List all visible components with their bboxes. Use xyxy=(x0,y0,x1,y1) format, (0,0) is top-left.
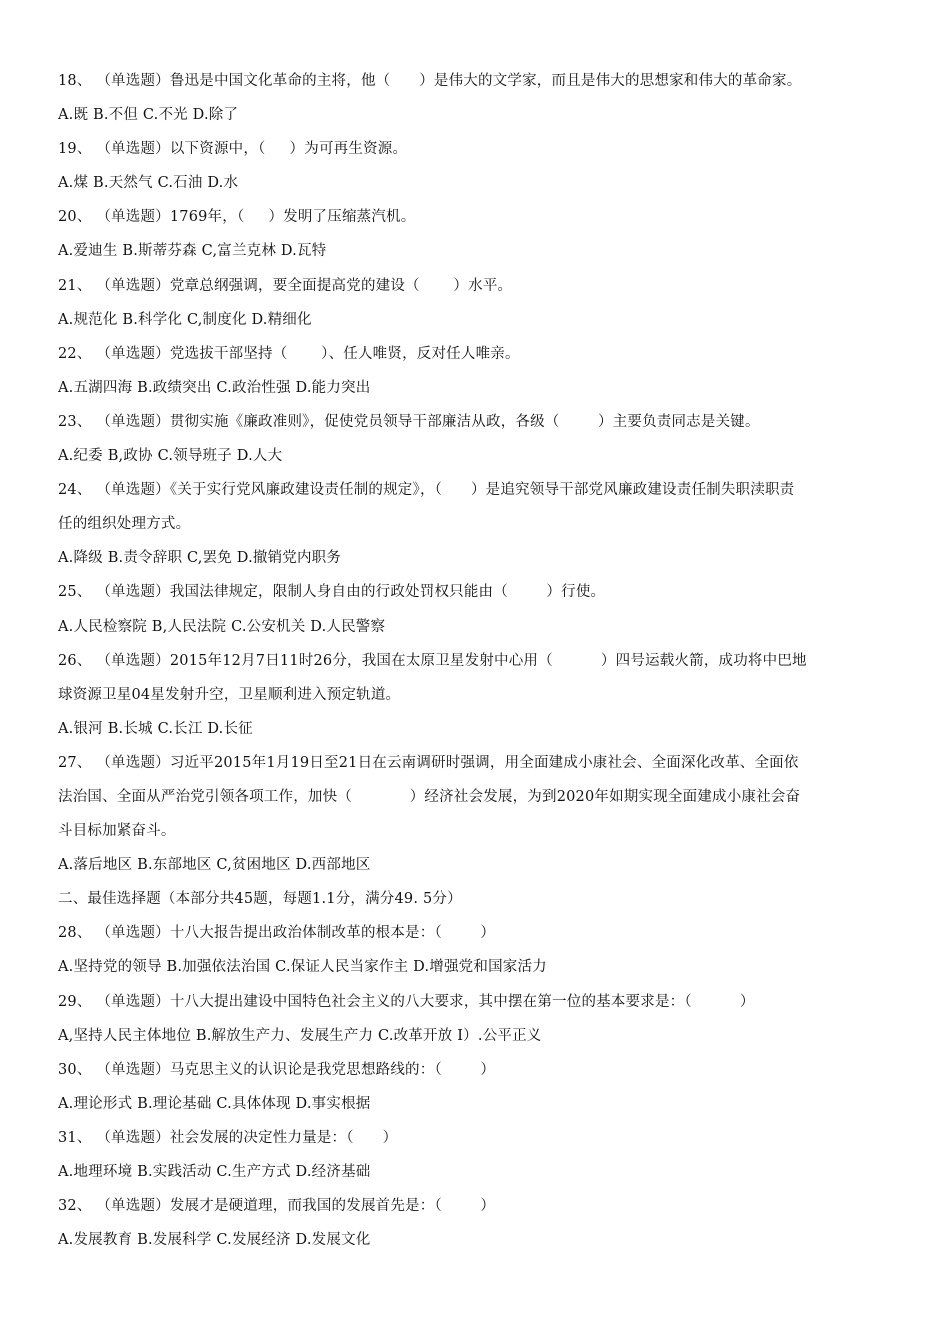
question-27-cont2: 斗目标加紧奋斗。 xyxy=(58,823,176,840)
options-26: A.银河 B.长城 C.长江 D.长征 xyxy=(58,720,253,737)
options-27: A.落后地区 B.东部地区 C,贫困地区 D.西部地区 xyxy=(58,857,371,874)
options-21: A.规范化 B.科学化 C,制度化 D.精细化 xyxy=(58,311,312,328)
question-23: 23、 （单选题）贯彻实施《廉政准则》，促使党员领导干部廉洁从政，各级（ ）主要负责同志是关键。 xyxy=(58,413,760,430)
question-20: 20、 （单选题）1769年，（ ）发明了压缩蒸汽机。 xyxy=(58,209,416,226)
options-28: A.坚持党的领导 B.加强依法治国 C.保证人民当家作主 D.增强党和国家活力 xyxy=(58,959,547,976)
options-19: A.煤 B.天然气 C.石油 D.水 xyxy=(58,175,239,192)
question-32: 32、 （单选题）发展才是硬道理，而我国的发展首先是：（ ） xyxy=(58,1198,496,1215)
options-24: A.降级 B.责令辞职 C,罢免 D.撤销党内职务 xyxy=(58,550,342,567)
options-25: A.人民检察院 B,人民法院 C.公安机关 D.人民警察 xyxy=(58,618,386,635)
question-21: 21、 （单选题）党章总纲强调，要全面提高党的建设（ ）水平。 xyxy=(58,277,513,294)
question-27: 27、 （单选题）习近平2015年1月19日至21日在云南调研时强调，用全面建成小康社会、全面深化改革、全面依 xyxy=(58,754,799,771)
options-30: A.理论形式 B.理论基础 C.具体体现 D.事实根据 xyxy=(58,1095,371,1112)
question-28: 28、 （单选题）十八大报告提出政治体制改革的根本是：（ ） xyxy=(58,925,496,942)
options-20: A.爱迪生 B.斯蒂芬森 C,富兰克林 D.瓦特 xyxy=(58,243,327,260)
question-26: 26、 （单选题）2015年12月7日11时26分，我国在太原卫星发射中心用（ ）四号运载火箭，成功将中巴地 xyxy=(58,652,807,669)
question-18: 18、 （单选题）鲁迅是中国文化革命的主将，他（ ）是伟大的文学家，而且是伟大的思想家和伟大的革命家。 xyxy=(58,73,802,89)
question-25: 25、 （单选题）我国法律规定，限制人身自由的行政处罚权只能由（ ）行使。 xyxy=(58,584,606,601)
question-24: 24、 （单选题）《关于实行党风廉政建设责任制的规定》，（ ）是追究领导干部党风廉政建设责任制失职渎职责 xyxy=(58,482,795,499)
section-heading: 二、最佳选择题（本部分共45题，每题1.1分，满分49. 5分） xyxy=(58,891,462,908)
question-29: 29、 （单选题）十八大提出建设中国特色社会主义的八大要求，其中摆在第一位的基本要求是：（ ） xyxy=(58,993,755,1010)
question-27-cont: 法治国、全面从严治党引领各项工作，加快（ ）经济社会发展，为到2020年如期实现全面建成小康社会奋 xyxy=(58,788,801,805)
question-26-cont: 球资源卫星04星发射升空，卫星顺利进入预定轨道。 xyxy=(58,686,401,703)
options-18: A.既 B.不但 C.不光 D.除了 xyxy=(58,107,239,124)
question-31: 31、 （单选题）社会发展的决定性力量是：（ ） xyxy=(58,1129,398,1146)
question-22: 22、 （单选题）党选拔干部坚持（ ）、任人唯贤，反对任人唯亲。 xyxy=(58,345,520,362)
options-29: A,坚持人民主体地位 B.解放生产力、发展生产力 C.改革开放 I）.公平正义 xyxy=(58,1027,542,1044)
document-body xyxy=(58,64,888,1257)
options-32: A.发展教育 B.发展科学 C.发展经济 D.发展文化 xyxy=(58,1232,371,1249)
options-22: A.五湖四海 B.政绩突出 C.政治性强 D.能力突出 xyxy=(58,379,371,396)
options-23: A.纪委 B,政协 C.领导班子 D.人大 xyxy=(58,448,283,465)
question-24-cont: 任的组织处理方式。 xyxy=(58,516,191,533)
question-19: 19、 （单选题）以下资源中，（ ）为可再生资源。 xyxy=(58,141,408,158)
options-31: A.地理环境 B.实践活动 C.生产方式 D.经济基础 xyxy=(58,1164,371,1180)
question-30: 30、 （单选题）马克思主义的认识论是我党思想路线的：（ ） xyxy=(58,1061,496,1078)
